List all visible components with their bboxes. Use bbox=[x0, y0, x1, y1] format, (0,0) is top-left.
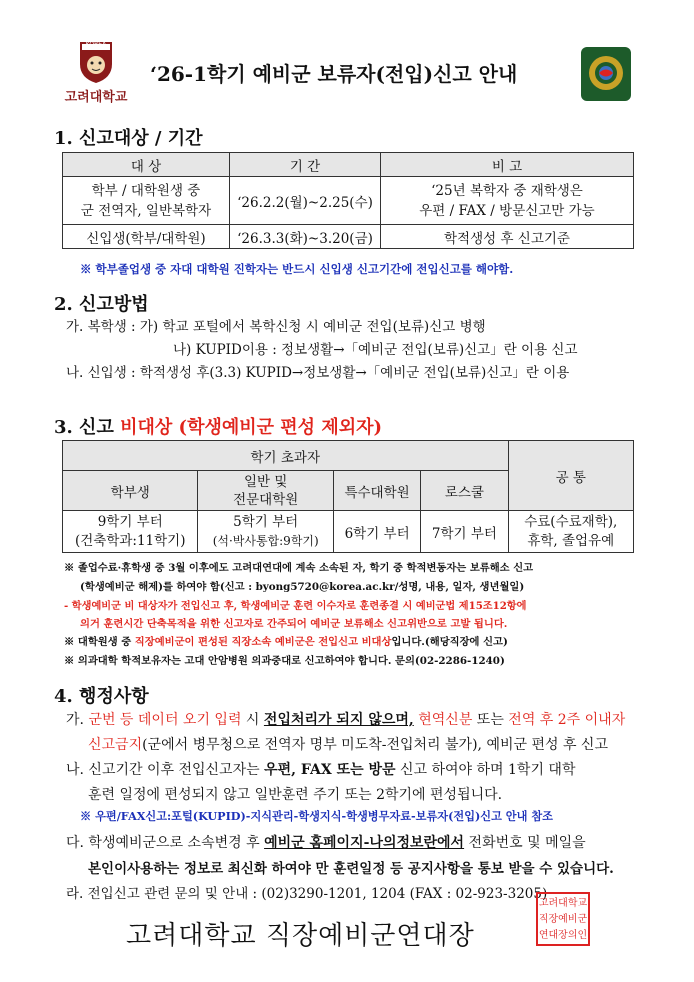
admin-ra-contact: 라. 전입신고 관련 문의 및 안내 : (02)3290-1201, 1204 (FAX : 02-923-3205) bbox=[66, 886, 548, 902]
sub-header-general-grad: 일반 및 전문대학원 bbox=[198, 471, 333, 511]
section-4-heading: 4. 행정사항 bbox=[54, 686, 149, 707]
military-emblem-icon bbox=[580, 46, 632, 102]
col-header-period: 기 간 bbox=[230, 153, 381, 177]
reserve-forces-emblem bbox=[580, 46, 632, 102]
method-returning-students: 가. 복학생 : 가) 학교 포털에서 복학신청 시 예비군 전입(보류)신고 병행 bbox=[66, 319, 486, 335]
admin-na-line2: 훈련 일정에 편성되지 않고 일반훈련 주기 또는 2학기에 편성됩니다. bbox=[88, 787, 503, 803]
sub-header-undergrad: 학부생 bbox=[63, 471, 198, 511]
sub-header-law-school: 로스쿨 bbox=[421, 471, 508, 511]
section-2-heading: 2. 신고방법 bbox=[54, 294, 149, 315]
admin-da-line1: 다. 학생예비군으로 소속변경 후 예비군 홈페이지-나의정보란에서 전화번호 및 메일을 bbox=[66, 835, 586, 851]
signature: 고려대학교 직장예비군연대장 bbox=[126, 921, 475, 951]
cell-period: ‘26.3.3(화)~3.20(금) bbox=[230, 225, 381, 249]
cell-special-grad: 6학기 부터 bbox=[333, 511, 420, 553]
note-status-change-b: (학생예비군 해제)를 하여야 함(신고 : byong5720@korea.ac.kr/성명, 내용, 일자, 생년월일) bbox=[80, 581, 525, 593]
admin-ga-line1: 가. 군번 등 데이터 오기 입력 시 전입처리가 되지 않으며, 현역신분 또는 전역 후 2주 이내자 bbox=[66, 712, 626, 728]
cell-general-grad: 5학기 부터 (석·박사통합:9학기) bbox=[198, 511, 333, 553]
common-header: 공 통 bbox=[508, 441, 633, 511]
cell-note: ‘25년 복학자 중 재학생은 우편 / FAX / 방문신고만 가능 bbox=[381, 177, 634, 225]
cell-target: 신입생(학부/대학원) bbox=[63, 225, 230, 249]
korea-logo-text: KOREA bbox=[85, 41, 107, 48]
admin-notice-mail-fax: ※ 우편/FAX신고:포털(KUPID)-지식관리-학생지식-학생병무자료-보류자(전입)신고 안내 참조 bbox=[80, 809, 553, 823]
col-header-note: 비 고 bbox=[381, 153, 634, 177]
korea-university-logo bbox=[58, 38, 134, 106]
sub-header-special-grad: 특수대학원 bbox=[333, 471, 420, 511]
note-status-change-a: ※ 졸업수료·휴학생 중 3월 이후에도 고려대연대에 계속 소속된 자, 학기 중 학적변동자는 보류해소 신고 bbox=[64, 562, 534, 574]
cell-law-school: 7학기 부터 bbox=[421, 511, 508, 553]
page-title: ‘26-1학기 예비군 보류자(전입)신고 안내 bbox=[150, 62, 518, 86]
section-1-heading: 1. 신고대상 / 기간 bbox=[54, 128, 203, 149]
method-kupid: 나) KUPID이용 : 정보생활→「예비군 전입(보류)신고」란 이용 신고 bbox=[173, 342, 578, 358]
official-seal: 고려대학교 직장예비군 연대장의인 bbox=[536, 892, 590, 946]
group-header-semester-excess: 학기 초과자 bbox=[63, 441, 509, 471]
section-3-table bbox=[62, 440, 634, 553]
table-row bbox=[63, 511, 634, 553]
note-violation-a: - 학생예비군 비 대상자가 전입신고 후, 학생예비군 훈련 이수자로 훈련종결 시 예비군법 제15조12항에 bbox=[64, 600, 527, 612]
cell-target: 학부 / 대학원생 중 군 전역자, 일반복학자 bbox=[63, 177, 230, 225]
method-freshmen: 나. 신입생 : 학적생성 후(3.3) KUPID→정보생활→「예비군 전입(보류)신고」란 이용 bbox=[66, 365, 570, 381]
admin-ga-line2: 신고금지(군에서 병무청으로 전역자 명부 미도착-전입처리 불가), 예비군 편성 후 신고 bbox=[88, 737, 608, 753]
cell-undergrad: 9학기 부터 (건축학과:11학기) bbox=[63, 511, 198, 553]
col-header-target: 대 상 bbox=[63, 153, 230, 177]
cell-common: 수료(수료재학), 휴학, 졸업유예 bbox=[508, 511, 633, 553]
section-1-notice: ※ 학부졸업생 중 자대 대학원 진학자는 반드시 신입생 신고기간에 전입신고를 해야함. bbox=[80, 262, 514, 276]
admin-da-line2: 본인이사용하는 정보로 최신화 하여야 만 훈련일정 등 공지사항을 통보 받을 수 있습니다. bbox=[88, 861, 614, 877]
cell-period: ‘26.2.2(월)~2.25(수) bbox=[230, 177, 381, 225]
note-violation-b: 의거 훈련시간 단축목적을 위한 신고자로 간주되어 예비군 보류해소 신고위반으로 고발 됩니다. bbox=[80, 618, 508, 630]
table-row bbox=[63, 225, 634, 249]
section-3-heading: 3. 신고 비대상 (학생예비군 편성 제외자) bbox=[54, 417, 382, 438]
university-name: 고려대학교 bbox=[64, 90, 128, 105]
cell-note: 학적생성 후 신고기준 bbox=[381, 225, 634, 249]
note-workplace-reserve: ※ 대학원생 중 직장예비군이 편성된 직장소속 예비군은 전입신고 비대상입니다.(해당직장에 신고) bbox=[64, 636, 508, 648]
table-row bbox=[63, 177, 634, 225]
note-medical-school: ※ 의과대학 학적보유자는 고대 안암병원 의과중대로 신고하여야 합니다. 문의(02-2286-1240) bbox=[64, 655, 505, 667]
admin-na-line1: 나. 신고기간 이후 전입신고자는 우편, FAX 또는 방문 신고 하여야 하며 1학기 대학 bbox=[66, 762, 576, 778]
section-1-table bbox=[62, 152, 634, 249]
